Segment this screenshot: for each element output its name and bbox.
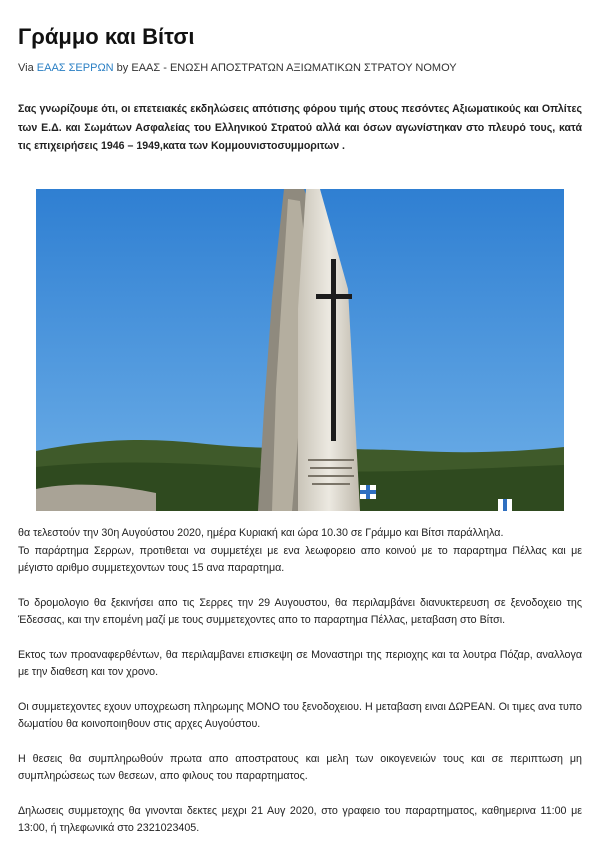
source-author: by ΕΑΑΣ - ΕΝΩΣΗ ΑΠΟΣΤΡΑΤΩΝ ΑΞΙΩΜΑΤΙΚΩΝ ΣΤΡΑΤΟΥ ΝΟΜΟΥ <box>113 62 457 74</box>
paragraph: Η θεσεις θα συμπληρωθούν πρωτα απο αποστρατους και μελη των οικογενειών τους και σε περιπτωση μη συμπληρώσεως των θεσεων, απο φιλους του παραρτηματος. <box>18 752 582 782</box>
paragraph: Οι συμμετεχοντες εχουν υποχρεωση πληρωμης ΜΟΝΟ του ξενοδοχειου. Η μεταβαση ειναι ΔΩΡΕΑΝ. Οι τιμες ανα τυπο δωματίου θα κοινοποιηθουν στις αρχες Αυγούστου. <box>18 700 582 730</box>
source-link[interactable]: ΕΑΑΣ ΣΕΡΡΩΝ <box>36 62 114 74</box>
paragraph: Δηλωσεις συμμετοχης θα γινονται δεκτες μεχρι 21 Αυγ 2020, στο γραφειο του παραρτηματος, καθημερινα 11:00 με 13:00, ή τηλεφωνικά στο 2321023405. <box>18 804 582 834</box>
paragraph: Εκτος των προαναφερθέντων, θα περιλαμβανει επισκεψη σε Μοναστηρι της περιοχης και τα λουτρα Πόζαρ, αναλλογα με την διαθεση και τον χρονο. <box>18 648 582 678</box>
via-prefix: Via <box>18 62 37 74</box>
paragraph: Το παράρτημα Σερρων, προτιθεται να συμμετέχει με ενα λεωφορειο απο κοινού με το παραρτημα Πέλλας και με μέγιστο αριθμο συμμετεχοντων τους 15 ανα παραρτημα. <box>18 544 582 574</box>
memorial-photo <box>36 189 564 511</box>
intro-paragraph: Σας γνωρίζουμε ότι, οι επετειακές εκδηλώσεις απότισης φόρου τιμής στους πεσόντες Αξιωματικούς και Οπλίτες των Ε.Δ. και Σωμάτων Ασφαλείας του Ελληνικού Στρατού αλλά και όσων αγωνίστηκαν στο πλευρό τους, κατά τις επιχειρήσεις 1946 – 1949,κατα των Κομμουνιστοσυμμοριτων . <box>18 103 582 152</box>
page-title: Γράμμο και Βίτσι <box>18 24 195 49</box>
paragraph: Το δρομολογιο θα ξεκινήσει απο τις Σερρες την 29 Αυγουστου, θα περιλαμβάνει διανυκτερευση σε ξενοδοχειο της Έδεσσας, και την επομένη μαζί με τους συμμετεχοντες απο το παραρτημα Πέλλας, μεταβαση στο Βίτσι. <box>18 596 582 626</box>
source-line <box>18 62 457 74</box>
paragraph: θα τελεστούν την 30η Αυγούστου 2020, ημέρα Κυριακή και ώρα 10.30 σε Γράμμο και Βίτσι παράλληλα. <box>18 527 504 539</box>
article-body <box>18 525 582 838</box>
